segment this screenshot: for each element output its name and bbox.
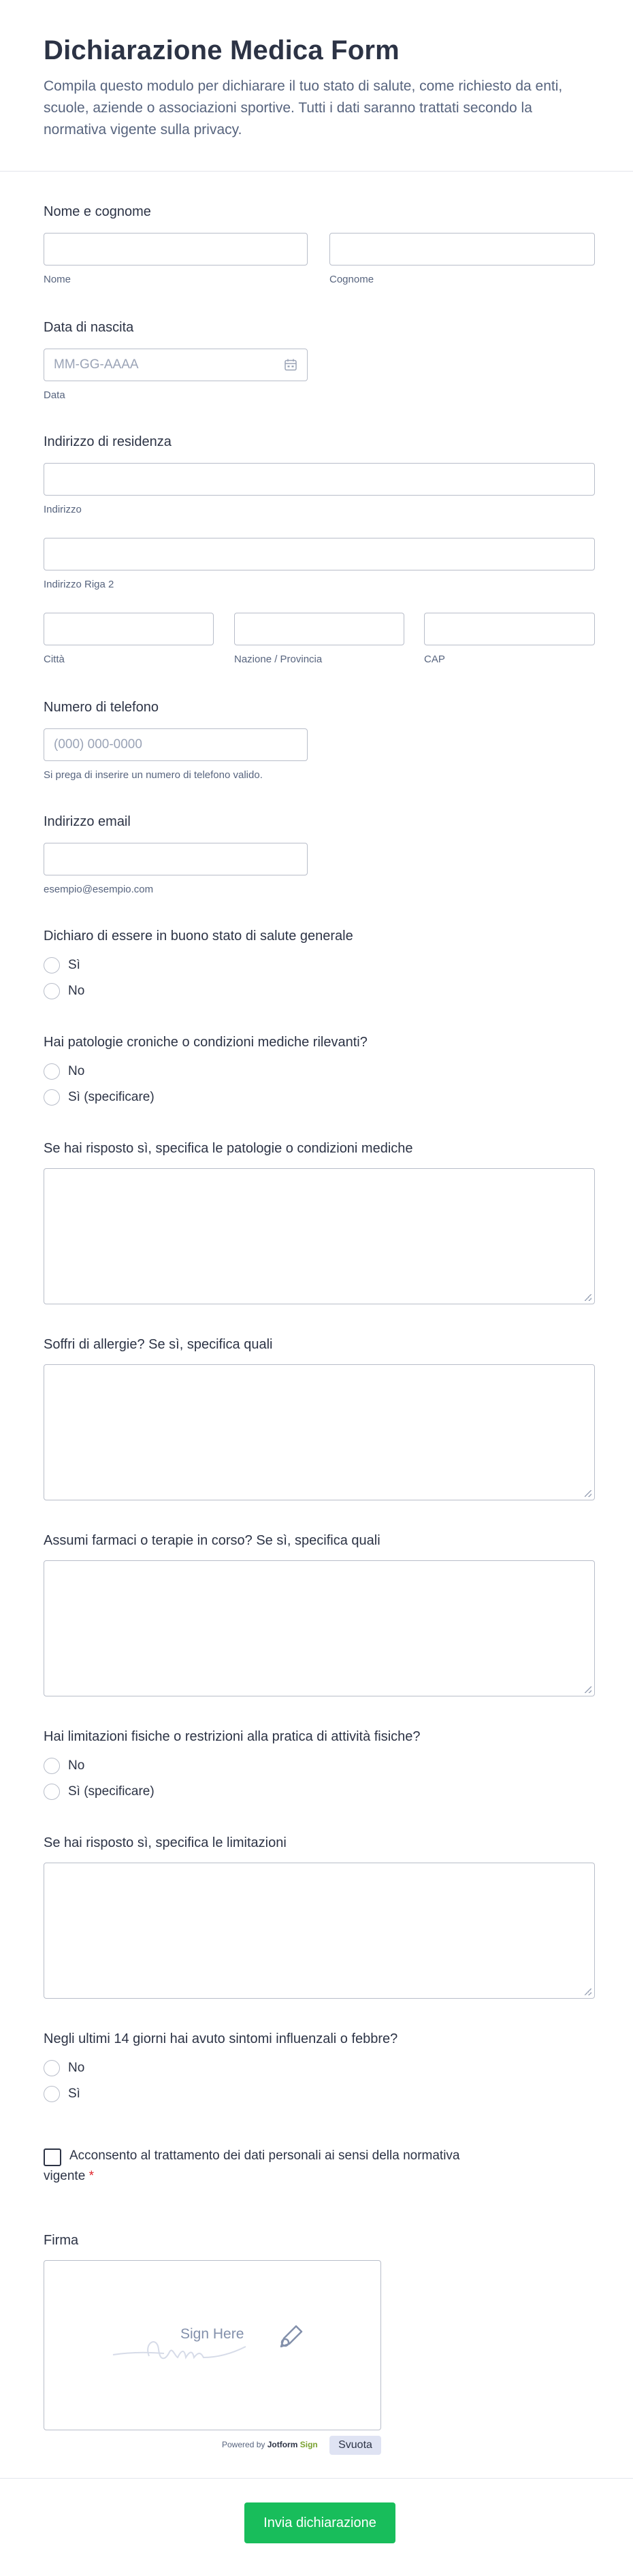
chronic-field [44, 1035, 595, 1116]
powered-prefix: Powered by [222, 2440, 265, 2449]
consent-text-line2-wrap [44, 2169, 94, 2184]
radio-button[interactable] [44, 1784, 60, 1800]
health-label: Dichiaro di essere in buono stato di salute generale [44, 929, 353, 944]
street-address-sublabel: Indirizzo [44, 504, 82, 515]
consent-text-line2: vigente [44, 2169, 86, 2183]
health-field [44, 929, 595, 1010]
chronic-detail-textarea[interactable] [44, 1168, 595, 1304]
signature-placeholder: Sign Here [180, 2326, 244, 2342]
name-field [44, 204, 595, 300]
consent-field [44, 2146, 595, 2193]
birthdate-placeholder: MM-GG-AAAA [54, 357, 139, 372]
state-sublabel: Nazione / Provincia [234, 654, 323, 665]
resize-handle-icon[interactable] [585, 1490, 591, 1497]
phone-input[interactable] [44, 728, 308, 761]
limits-field [44, 1729, 595, 1811]
clear-signature-button[interactable]: Svuota [329, 2436, 381, 2455]
phone-sublabel: Si prega di inserire un numero di telefono valido. [44, 769, 263, 781]
limits-option-no[interactable] [44, 1756, 84, 1775]
radio-button[interactable] [44, 957, 60, 973]
birthdate-sublabel: Data [44, 389, 65, 401]
signature-field [44, 2233, 595, 2458]
limits-label: Hai limitazioni fisiche o restrizioni alla pratica di attività fisiche? [44, 1729, 421, 1744]
street-address-line2-input[interactable] [44, 538, 595, 570]
submit-button[interactable]: Invia dichiarazione [244, 2502, 395, 2543]
chronic-detail-field [44, 1141, 595, 1311]
limits-detail-field [44, 1835, 595, 2006]
last-name-sublabel: Cognome [329, 274, 374, 285]
resize-handle-icon[interactable] [585, 1989, 591, 1995]
birthdate-label: Data di nascita [44, 320, 134, 335]
form-description: Compila questo modulo per dichiarare il tuo stato di salute, come richiesto da enti, scuole, aziende o associazioni sportive. Tutti i dati saranno trattati secondo la normativa vigente sulla privacy. [44, 78, 563, 138]
radio-button[interactable] [44, 1758, 60, 1774]
allergies-label: Soffri di allergie? Se sì, specifica quali [44, 1337, 273, 1352]
chronic-label: Hai patologie croniche o condizioni mediche rilevanti? [44, 1035, 368, 1050]
name-label: Nome e cognome [44, 204, 151, 219]
flu-option-yes[interactable] [44, 2084, 80, 2104]
street-address-line2-sublabel: Indirizzo Riga 2 [44, 579, 114, 590]
radio-label: No [68, 1758, 85, 1773]
birthdate-input[interactable] [44, 349, 308, 381]
state-input[interactable] [234, 613, 404, 645]
radio-label: Sì (specificare) [68, 1090, 155, 1104]
pen-icon [276, 2321, 307, 2352]
flu-field [44, 2031, 595, 2113]
meds-textarea[interactable] [44, 1560, 595, 1696]
chronic-option-no[interactable] [44, 1062, 84, 1081]
allergies-field [44, 1337, 595, 1507]
consent-checkbox[interactable] [44, 2148, 61, 2166]
consent-text-line1: Acconsento al trattamento dei dati personali ai sensi della normativa [69, 2148, 460, 2163]
form-body [0, 172, 633, 2473]
meds-label: Assumi farmaci o terapie in corso? Se sì, specifica quali [44, 1533, 380, 1548]
address-field [44, 434, 595, 679]
radio-label: Sì (specificare) [68, 1784, 155, 1799]
resize-handle-icon[interactable] [585, 1686, 591, 1693]
phone-label: Numero di telefono [44, 700, 159, 715]
resize-handle-icon[interactable] [585, 1294, 591, 1301]
chronic-detail-label: Se hai risposto sì, specifica le patologie o condizioni mediche [44, 1141, 413, 1156]
radio-label: No [68, 1064, 85, 1078]
city-input[interactable] [44, 613, 214, 645]
radio-label: Sì [68, 958, 80, 972]
signature-pad[interactable] [44, 2260, 381, 2430]
radio-label: No [68, 984, 85, 998]
email-sublabel: esempio@esempio.com [44, 884, 154, 895]
allergies-textarea[interactable] [44, 1364, 595, 1500]
limits-detail-textarea[interactable] [44, 1863, 595, 1999]
chronic-option-yes[interactable] [44, 1088, 155, 1107]
powered-by [222, 2440, 318, 2449]
health-option-no[interactable] [44, 982, 84, 1001]
powered-brand-jotform: Jotform [267, 2440, 298, 2449]
health-option-yes[interactable] [44, 956, 80, 975]
zip-input[interactable] [424, 613, 595, 645]
radio-button[interactable] [44, 2086, 60, 2102]
radio-button[interactable] [44, 983, 60, 999]
form-title: Dichiarazione Medica Form [44, 35, 400, 65]
street-address-input[interactable] [44, 463, 595, 496]
limits-option-yes[interactable] [44, 1782, 155, 1801]
first-name-input[interactable] [44, 233, 308, 265]
address-label: Indirizzo di residenza [44, 434, 172, 449]
signature-label: Firma [44, 2233, 79, 2248]
form-header [0, 0, 633, 172]
required-mark: * [88, 2169, 94, 2183]
radio-button[interactable] [44, 1063, 60, 1080]
email-input[interactable] [44, 843, 308, 875]
phone-placeholder: (000) 000-0000 [54, 737, 142, 752]
meds-field [44, 1533, 595, 1703]
email-field [44, 814, 595, 903]
flu-label: Negli ultimi 14 giorni hai avuto sintomi influenzali o febbre? [44, 2031, 398, 2046]
birthdate-field [44, 320, 595, 408]
radio-button[interactable] [44, 2060, 60, 2076]
email-label: Indirizzo email [44, 814, 131, 829]
calendar-icon[interactable] [284, 358, 297, 372]
radio-label: Sì [68, 2087, 80, 2101]
limits-detail-label: Se hai risposto sì, specifica le limitazioni [44, 1835, 287, 1850]
radio-button[interactable] [44, 1089, 60, 1106]
powered-brand-sign: Sign [299, 2440, 318, 2449]
last-name-input[interactable] [329, 233, 595, 265]
phone-field [44, 700, 595, 788]
flu-option-no[interactable] [44, 2059, 84, 2078]
zip-sublabel: CAP [424, 654, 445, 665]
first-name-sublabel: Nome [44, 274, 71, 285]
radio-label: No [68, 2061, 85, 2075]
city-sublabel: Città [44, 654, 65, 665]
